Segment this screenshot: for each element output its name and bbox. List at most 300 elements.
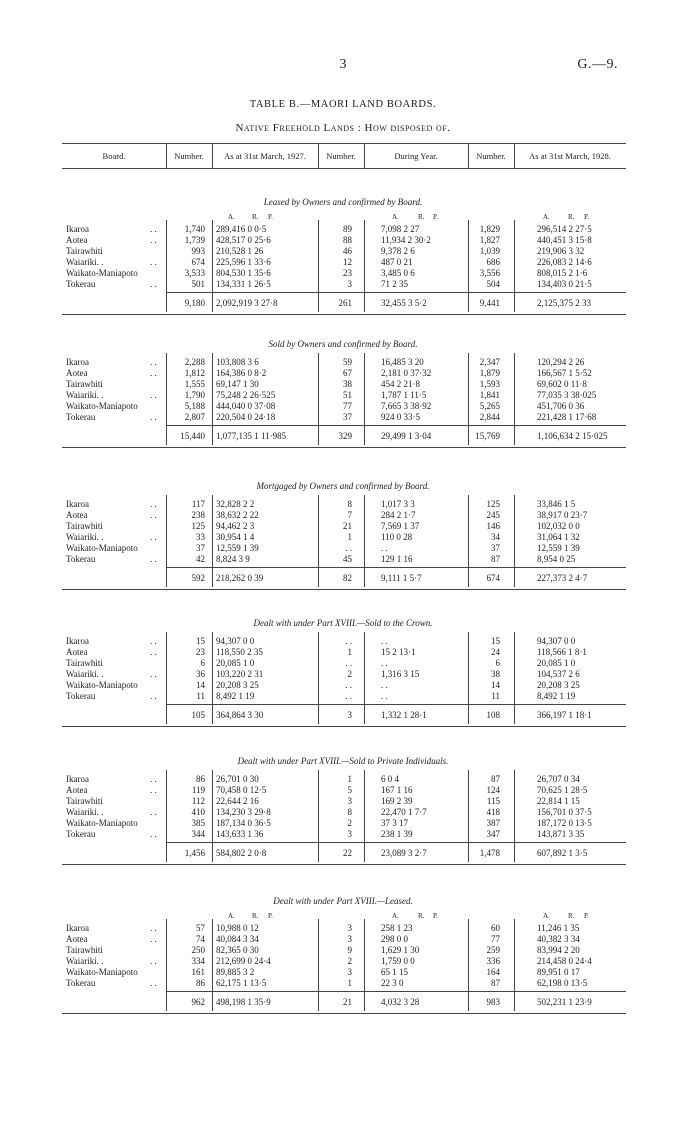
board-name: Waiariki. . [66, 532, 104, 542]
cell-a2: 1,316 3 15 [381, 669, 420, 679]
column-rule [468, 770, 469, 862]
cell-a2: 167 1 16 [381, 785, 413, 795]
cell-a3: 440,451 3 15·8 [537, 235, 592, 245]
cell-n3: 347 [486, 829, 500, 839]
cell-n1: 385 [191, 818, 205, 828]
column-rule [364, 495, 365, 587]
table-row [0, 554, 700, 565]
cell-a2: . . [381, 658, 388, 668]
total-n2: 22 [343, 848, 352, 858]
cell-a2: 22 3 0 [381, 978, 404, 988]
cell-a3: 40,382 3 34 [537, 934, 580, 944]
cell-a3: 451,706 0 36 [537, 401, 585, 411]
table-row [0, 818, 700, 829]
total-a3: 607,892 1 3·5 [537, 848, 588, 858]
table-row [0, 279, 700, 290]
table-row [0, 978, 700, 989]
cell-n3: 24 [491, 647, 500, 657]
cell-n2: 3 [347, 829, 352, 839]
unit-label-r: R. [418, 912, 425, 920]
cell-n2: 9 [347, 945, 352, 955]
header-column-rule [212, 143, 213, 168]
leader-dots: . . [150, 691, 157, 701]
cell-n1: 117 [191, 499, 205, 509]
cell-n2: . . [345, 691, 352, 701]
total-a2: 23,089 3 2·7 [381, 848, 427, 858]
cell-n3: 15 [491, 636, 500, 646]
cell-a1: 103,220 2 31 [216, 669, 264, 679]
total-a1: 364,864 3 30 [216, 710, 264, 720]
cell-n3: 87 [491, 774, 500, 784]
unit-label-a: A. [228, 213, 235, 221]
cell-n2: 23 [343, 268, 352, 278]
col-header-number-1928: Number. [476, 151, 506, 161]
board-name: Ikaroa [66, 774, 89, 784]
cell-a2: . . [381, 543, 388, 553]
cell-a3: 77,035 3 38·025 [537, 390, 597, 400]
cell-n2: 8 [347, 807, 352, 817]
leader-dots: . . [150, 636, 157, 646]
cell-a1: 8,492 1 19 [216, 691, 255, 701]
column-rule [468, 353, 469, 445]
column-rule [166, 919, 167, 1011]
leader-dots: . . [150, 807, 157, 817]
total-row [0, 997, 700, 1008]
cell-a3: 8,492 1 19 [537, 691, 576, 701]
column-rule [364, 919, 365, 1011]
table-title: TABLE B.—MAORI LAND BOARDS. [249, 99, 437, 110]
cell-a3: 33,846 1 5 [537, 499, 576, 509]
cell-n2: 2 [347, 956, 352, 966]
section-title: Dealt with under Part XVIII.—Sold to Private Individuals. [237, 756, 449, 766]
total-a2: 1,332 1 28·1 [381, 710, 427, 720]
cell-a2: 238 1 39 [381, 829, 413, 839]
cell-a1: 94,462 2 3 [216, 521, 255, 531]
cell-n3: 2,844 [479, 412, 500, 422]
cell-a1: 134,230 3 29·8 [216, 807, 271, 817]
table-section [0, 756, 700, 886]
cell-n3: 1,829 [479, 224, 500, 234]
cell-n3: 125 [486, 499, 500, 509]
column-rule [468, 220, 469, 312]
unit-label-a: A. [392, 213, 399, 221]
col-header-number-year: Number. [326, 151, 356, 161]
leader-dots: . . [150, 923, 157, 933]
cell-a3: 226,083 2 14·6 [537, 257, 592, 267]
table-section [0, 339, 700, 469]
table-row [0, 829, 700, 840]
document-code: G.—9. [577, 57, 618, 72]
total-row [0, 298, 700, 309]
table-row [0, 636, 700, 647]
column-rule [212, 220, 213, 312]
cell-n2: 12 [343, 257, 352, 267]
table-row [0, 521, 700, 532]
cell-a3: 118,566 1 8·1 [537, 647, 587, 657]
cell-n1: 1,740 [184, 224, 205, 234]
leader-dots: . . [150, 774, 157, 784]
board-name: Aotea [66, 647, 88, 657]
unit-label-a: A. [228, 912, 235, 920]
cell-a2: 2,181 0 37·32 [381, 368, 432, 378]
cell-a3: 11,246 1 35 [537, 923, 580, 933]
leader-dots: . . [150, 357, 157, 367]
cell-a1: 94,307 0 0 [216, 636, 255, 646]
cell-a3: 89,951 0 17 [537, 967, 580, 977]
cell-n1: 86 [196, 774, 205, 784]
total-a3: 502,231 1 23·9 [537, 997, 592, 1007]
cell-n1: 86 [196, 978, 205, 988]
cell-n3: 5,265 [479, 401, 500, 411]
unit-label-r: R. [252, 912, 259, 920]
cell-n1: 238 [191, 510, 205, 520]
cell-n1: 2,288 [184, 357, 205, 367]
table-subtitle: Native Freehold Lands : How disposed of. [235, 122, 451, 134]
cell-a2: 924 0 33·5 [381, 412, 420, 422]
leader-dots: . . [150, 647, 157, 657]
cell-n2: . . [345, 636, 352, 646]
cell-a1: 62,175 1 13·5 [216, 978, 267, 988]
column-rule [514, 919, 515, 1011]
cell-a1: 428,517 0 25·6 [216, 235, 271, 245]
total-rule [166, 842, 626, 843]
cell-a3: 20,085 1 0 [537, 658, 576, 668]
cell-a3: 166,567 1 5·52 [537, 368, 592, 378]
cell-n3: 34 [491, 532, 500, 542]
cell-a1: 212,699 0 24·4 [216, 956, 271, 966]
cell-n3: 245 [486, 510, 500, 520]
cell-n1: 57 [196, 923, 205, 933]
cell-a3: 156,701 0 37·5 [537, 807, 592, 817]
cell-a1: 8,824 3 9 [216, 554, 250, 564]
table-row [0, 224, 700, 235]
cell-n1: 1,555 [184, 379, 205, 389]
cell-n2: 3 [347, 923, 352, 933]
table-row [0, 390, 700, 401]
section-bottom-rule [62, 1013, 626, 1014]
unit-label-r: R. [568, 912, 575, 920]
cell-a1: 134,331 1 26·5 [216, 279, 271, 289]
cell-n1: 344 [191, 829, 205, 839]
total-a1: 584,802 2 0·8 [216, 848, 267, 858]
section-title: Sold by Owners and confirmed by Board. [268, 339, 418, 349]
cell-a2: 3,485 0 6 [381, 268, 415, 278]
board-name: Ikaroa [66, 224, 89, 234]
column-rule [468, 495, 469, 587]
board-name: Tokerau [66, 691, 96, 701]
cell-n3: 77 [491, 934, 500, 944]
total-n1: 1,456 [184, 848, 205, 858]
cell-a3: 26,707 0 34 [537, 774, 580, 784]
cell-a2: 1,787 1 11·5 [381, 390, 427, 400]
cell-a2: 454 2 21·8 [381, 379, 420, 389]
board-name: Waikato-Maniapoto [66, 543, 138, 553]
cell-a1: 10,988 0 12 [216, 923, 259, 933]
cell-n2: . . [345, 680, 352, 690]
board-name: Tairawhiti [66, 379, 103, 389]
board-name: Ikaroa [66, 923, 89, 933]
cell-n2: 37 [343, 412, 352, 422]
total-n3: 108 [486, 710, 500, 720]
cell-n2: . . [345, 543, 352, 553]
table-row [0, 246, 700, 257]
cell-n2: 89 [343, 224, 352, 234]
cell-n2: 1 [347, 978, 352, 988]
cell-n3: 37 [491, 543, 500, 553]
leader-dots: . . [150, 235, 157, 245]
column-rule [318, 353, 319, 445]
cell-a3: 296,514 2 27·5 [537, 224, 592, 234]
cell-a1: 444,040 0 37·08 [216, 401, 276, 411]
total-rule [166, 292, 626, 293]
cell-a1: 89,885 3 2 [216, 967, 255, 977]
header-bottom-rule [62, 168, 626, 169]
table-section [0, 896, 700, 1026]
cell-a1: 26,701 0 30 [216, 774, 259, 784]
cell-n3: 1,827 [479, 235, 500, 245]
cell-n2: 77 [343, 401, 352, 411]
cell-n3: 124 [486, 785, 500, 795]
board-name: Waiariki. . [66, 257, 104, 267]
cell-a2: 487 0 21 [381, 257, 413, 267]
table-row [0, 647, 700, 658]
cell-a2: 1,017 3 3 [381, 499, 415, 509]
board-name: Waiariki. . [66, 669, 104, 679]
total-a2: 32,455 3 5·2 [381, 298, 427, 308]
leader-dots: . . [150, 978, 157, 988]
cell-a1: 143,633 1 36 [216, 829, 264, 839]
unit-label-p: P. [433, 213, 438, 221]
column-rule [318, 220, 319, 312]
unit-label-r: R. [568, 213, 575, 221]
cell-n2: 2 [347, 669, 352, 679]
table-row [0, 412, 700, 423]
cell-a2: 22,470 1 7·7 [381, 807, 427, 817]
header-column-rule [364, 143, 365, 168]
board-name: Tokerau [66, 279, 96, 289]
board-name: Waikato-Maniapoto [66, 268, 138, 278]
column-rule [514, 495, 515, 587]
cell-a3: 20,208 3 25 [537, 680, 580, 690]
cell-n2: 1 [347, 774, 352, 784]
board-name: Aotea [66, 368, 88, 378]
cell-n3: 60 [491, 923, 500, 933]
column-rule [514, 220, 515, 312]
cell-a1: 225,596 1 33·6 [216, 257, 271, 267]
cell-a1: 69,147 1 30 [216, 379, 259, 389]
table-section [0, 481, 700, 611]
total-rule [166, 567, 626, 568]
board-name: Tairawhiti [66, 945, 103, 955]
cell-a3: 808,015 2 1·6 [537, 268, 588, 278]
leader-dots: . . [150, 934, 157, 944]
total-a3: 366,197 1 18·1 [537, 710, 592, 720]
cell-n2: 8 [347, 499, 352, 509]
cell-n3: 3,556 [479, 268, 500, 278]
cell-n1: 1,812 [184, 368, 205, 378]
cell-a1: 118,550 2 35 [216, 647, 263, 657]
column-rule [212, 919, 213, 1011]
table-row [0, 401, 700, 412]
cell-n2: 5 [347, 785, 352, 795]
board-name: Aotea [66, 785, 88, 795]
cell-a2: 7,665 3 38·92 [381, 401, 432, 411]
header-column-rule [468, 143, 469, 168]
table-row [0, 543, 700, 554]
cell-a1: 12,559 1 39 [216, 543, 259, 553]
cell-n3: 6 [495, 658, 500, 668]
board-name: Waikato-Maniapoto [66, 680, 138, 690]
table-row [0, 807, 700, 818]
cell-a1: 289,416 0 0·5 [216, 224, 267, 234]
table-row [0, 658, 700, 669]
column-rule [212, 353, 213, 445]
leader-dots: . . [150, 257, 157, 267]
leader-dots: . . [150, 956, 157, 966]
col-header-area-1927: As at 31st March, 1927. [224, 151, 306, 161]
cell-a2: 65 1 15 [381, 967, 408, 977]
cell-a3: 143,871 3 35 [537, 829, 585, 839]
leader-dots: . . [150, 554, 157, 564]
total-a3: 227,373 2 4·7 [537, 573, 588, 583]
table-row [0, 691, 700, 702]
cell-n2: 2 [347, 818, 352, 828]
cell-n1: 119 [191, 785, 205, 795]
cell-n2: 1 [347, 647, 352, 657]
table-row [0, 257, 700, 268]
leader-dots: . . [150, 279, 157, 289]
cell-n1: 1,739 [184, 235, 205, 245]
board-name: Aotea [66, 934, 88, 944]
table-row [0, 956, 700, 967]
cell-n3: 146 [486, 521, 500, 531]
table-row [0, 510, 700, 521]
cell-a3: 219,906 3 32 [537, 246, 585, 256]
cell-n1: 3,533 [184, 268, 205, 278]
board-name: Waiariki. . [66, 390, 104, 400]
section-bottom-rule [62, 726, 626, 727]
table-row [0, 368, 700, 379]
board-name: Tairawhiti [66, 658, 103, 668]
cell-n2: 45 [343, 554, 352, 564]
cell-a2: 284 2 1·7 [381, 510, 416, 520]
cell-a2: 1,759 0 0 [381, 956, 415, 966]
total-n1: 962 [191, 997, 205, 1007]
cell-a3: 94,307 0 0 [537, 636, 576, 646]
total-a2: 9,111 1 5·7 [381, 573, 422, 583]
cell-n2: 1 [347, 532, 352, 542]
cell-n3: 1,593 [479, 379, 500, 389]
cell-a1: 210,528 1 26 [216, 246, 264, 256]
total-rule [166, 704, 626, 705]
cell-a2: 1,629 1 30 [381, 945, 420, 955]
cell-a1: 187,134 0 36·5 [216, 818, 271, 828]
cell-n2: . . [345, 658, 352, 668]
cell-n1: 161 [191, 967, 205, 977]
cell-a3: 104,537 2 6 [537, 669, 580, 679]
total-a2: 29,499 1 3·04 [381, 431, 432, 441]
cell-a1: 103,808 3 6 [216, 357, 259, 367]
cell-n1: 2,807 [184, 412, 205, 422]
cell-n2: 21 [343, 521, 352, 531]
column-rule [318, 495, 319, 587]
table-row [0, 967, 700, 978]
table-row [0, 796, 700, 807]
table-row [0, 785, 700, 796]
total-n1: 9,180 [184, 298, 205, 308]
col-header-area-year: During Year. [394, 151, 438, 161]
total-a3: 2,125,375 2 33 [537, 298, 591, 308]
leader-dots: . . [150, 412, 157, 422]
cell-a2: . . [381, 691, 388, 701]
cell-a1: 20,208 3 25 [216, 680, 259, 690]
cell-a2: 110 0 28 [381, 532, 413, 542]
board-name: Tokerau [66, 554, 96, 564]
cell-n2: 67 [343, 368, 352, 378]
cell-a1: 38,632 2 22 [216, 510, 259, 520]
table-row [0, 499, 700, 510]
cell-a2: 37 3 17 [381, 818, 408, 828]
cell-a2: 298 0 0 [381, 934, 408, 944]
cell-a2: . . [381, 680, 388, 690]
cell-a3: 38,917 0 23·7 [537, 510, 588, 520]
cell-n1: 125 [191, 521, 205, 531]
cell-n2: 7 [347, 510, 352, 520]
cell-n3: 38 [491, 669, 500, 679]
cell-a2: 11,934 2 30·2 [381, 235, 431, 245]
total-n3: 674 [486, 573, 500, 583]
table-row [0, 669, 700, 680]
board-name: Ikaroa [66, 636, 89, 646]
cell-a1: 32,828 2 2 [216, 499, 255, 509]
cell-a2: . . [381, 636, 388, 646]
cell-a2: 129 1 16 [381, 554, 413, 564]
cell-a1: 75,248 2 26·525 [216, 390, 276, 400]
column-rule [166, 220, 167, 312]
total-n3: 9,441 [479, 298, 500, 308]
cell-n1: 33 [196, 532, 205, 542]
board-name: Aotea [66, 235, 88, 245]
cell-n3: 87 [491, 978, 500, 988]
table-row [0, 235, 700, 246]
total-a2: 4,032 3 28 [381, 997, 420, 1007]
cell-a3: 12,559 1 39 [537, 543, 580, 553]
total-rule [166, 991, 626, 992]
cell-n1: 5,188 [184, 401, 205, 411]
cell-n1: 37 [196, 543, 205, 553]
cell-n1: 674 [191, 257, 205, 267]
total-n1: 105 [191, 710, 205, 720]
board-name: Tairawhiti [66, 521, 103, 531]
board-name: Tokerau [66, 829, 96, 839]
table-row [0, 934, 700, 945]
cell-n1: 112 [191, 796, 205, 806]
board-name: Waikato-Maniapoto [66, 967, 138, 977]
table-row [0, 379, 700, 390]
cell-a1: 164,386 0 8·2 [216, 368, 267, 378]
total-n2: 3 [347, 710, 352, 720]
column-rule [468, 919, 469, 1011]
cell-a3: 31,064 1 32 [537, 532, 580, 542]
cell-a3: 134,403 0 21·5 [537, 279, 592, 289]
cell-n3: 87 [491, 554, 500, 564]
table-section [0, 618, 700, 748]
cell-n1: 14 [196, 680, 205, 690]
table-row [0, 945, 700, 956]
cell-n1: 42 [196, 554, 205, 564]
board-name: Tokerau [66, 412, 96, 422]
cell-a1: 70,458 0 12·5 [216, 785, 267, 795]
